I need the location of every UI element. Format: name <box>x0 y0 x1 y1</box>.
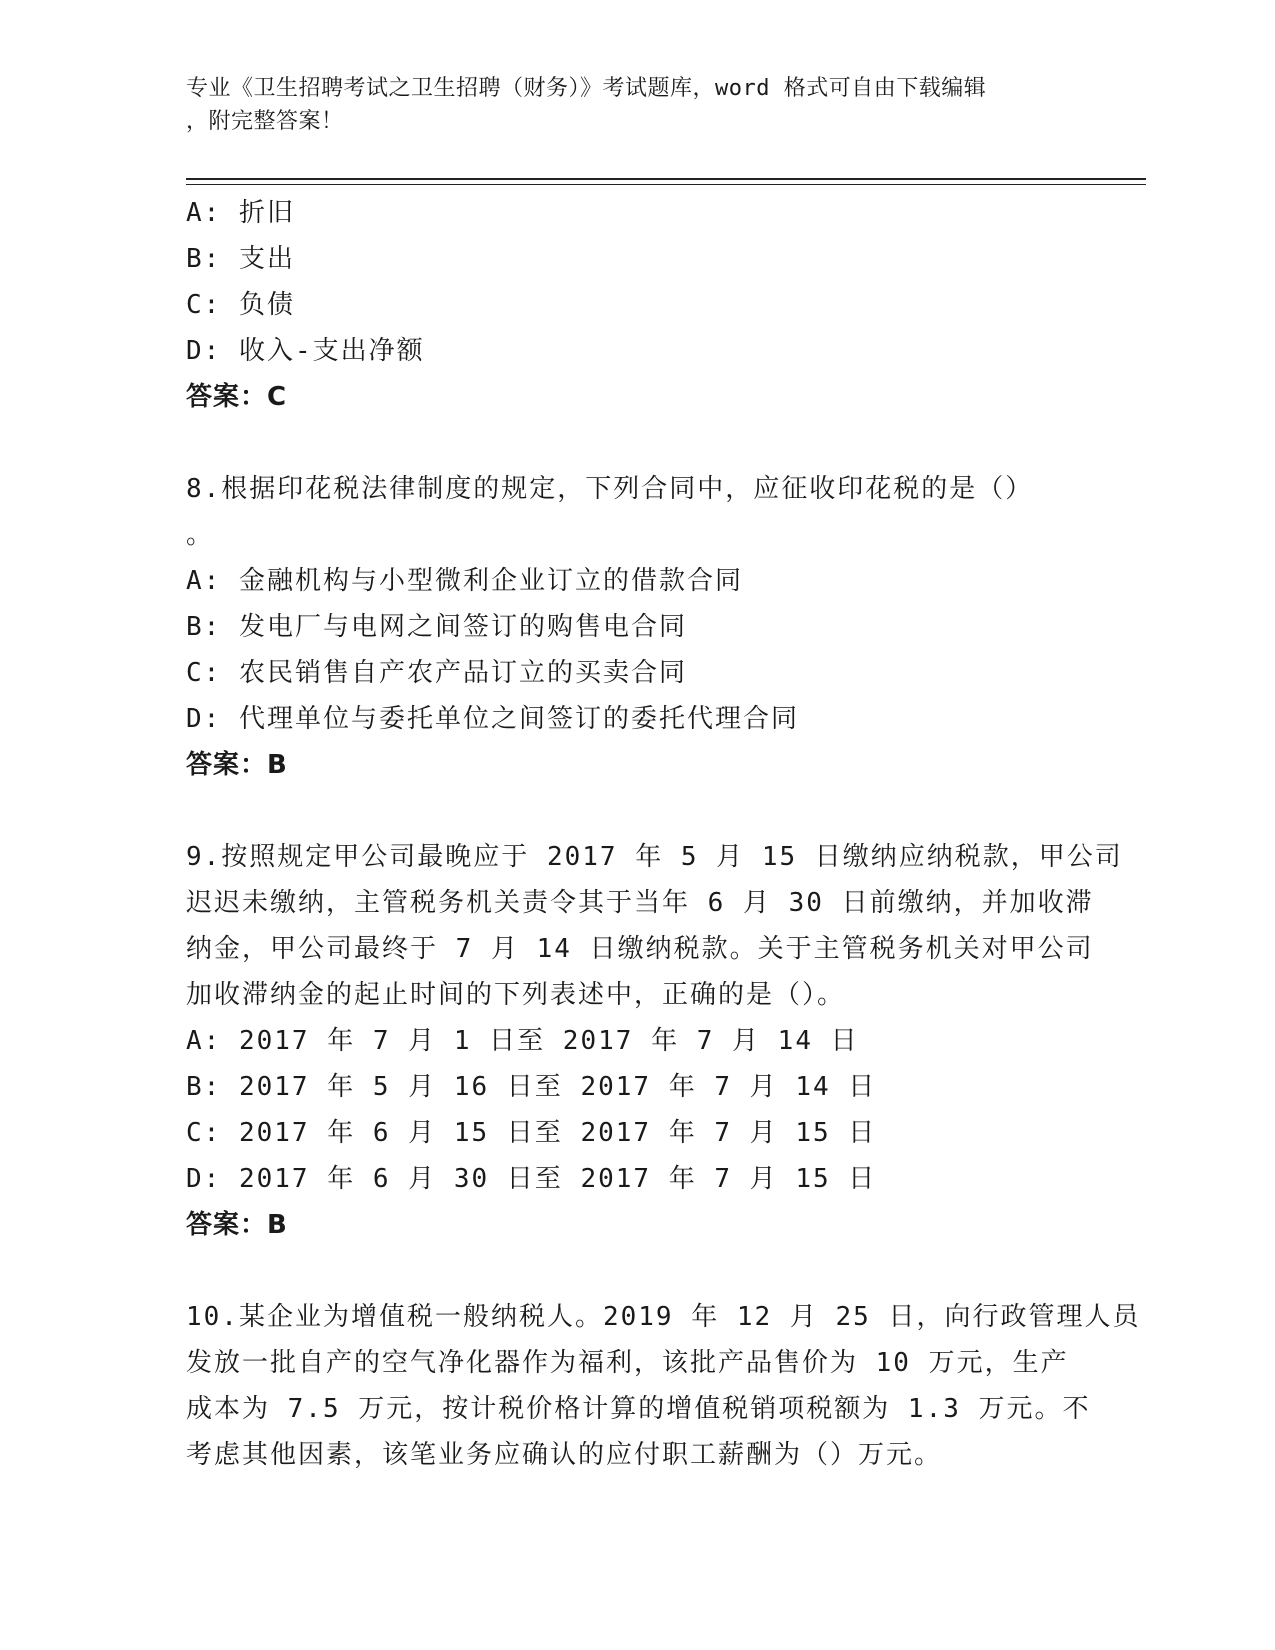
question-8-stem-line: 。 <box>186 520 215 550</box>
question-9-stem-line: 迟迟未缴纳，主管税务机关责令其于当年 6 月 30 日前缴纳，并加收滞 <box>186 888 1094 918</box>
question-content <box>186 190 1141 1478</box>
question-10 <box>186 1294 1141 1478</box>
question-9-stem-line: 9.按照规定甲公司最晚应于 2017 年 5 月 15 日缴纳应纳税款，甲公司 <box>186 842 1123 872</box>
question-7-options <box>186 190 1076 374</box>
question-9-answer: 答案：B <box>186 1210 288 1240</box>
question-10-stem-line: 发放一批自产的空气净化器作为福利，该批产品售价为 10 万元，生产 <box>186 1348 1069 1378</box>
question-8-stem-line: 8.根据印花税法律制度的规定，下列合同中，应征收印花税的是（） <box>186 474 1034 504</box>
header-line-2: ，附完整答案！ <box>186 109 344 134</box>
question-10-stem-line: 成本为 7.5 万元，按计税价格计算的增值税销项税额为 1.3 万元。不 <box>186 1394 1091 1424</box>
question-7-answer: 答案：C <box>186 382 288 412</box>
option-b: B: 支出 <box>186 244 295 274</box>
question-10-stem-line: 考虑其他因素，该笔业务应确认的应付职工薪酬为（）万元。 <box>186 1440 943 1470</box>
option-a: A: 2017 年 7 月 1 日至 2017 年 7 月 14 日 <box>186 1026 859 1056</box>
option-c: C: 负债 <box>186 290 295 320</box>
option-d: D: 2017 年 6 月 30 日至 2017 年 7 月 15 日 <box>186 1164 877 1194</box>
question-9-stem-line: 纳金，甲公司最终于 7 月 14 日缴纳税款。关于主管税务机关对甲公司 <box>186 934 1094 964</box>
option-a: A: 金融机构与小型微利企业订立的借款合同 <box>186 566 743 596</box>
question-9-stem-line: 加收滞纳金的起止时间的下列表述中，正确的是（）。 <box>186 980 846 1010</box>
question-9 <box>186 834 1123 1248</box>
header-line-1: 专业《卫生招聘考试之卫生招聘（财务）》考试题库，word 格式可自由下载编辑 <box>186 76 987 101</box>
option-b: B: 发电厂与电网之间签订的购售电合同 <box>186 612 687 642</box>
option-c: C: 农民销售自产农产品订立的买卖合同 <box>186 658 687 688</box>
header-divider <box>186 178 1146 180</box>
document-header <box>186 72 1066 138</box>
question-8-answer: 答案：B <box>186 750 288 780</box>
option-d: D: 代理单位与委托单位之间签订的委托代理合同 <box>186 704 799 734</box>
question-8 <box>186 466 1076 788</box>
question-10-stem-line: 10.某企业为增值税一般纳税人。2019 年 12 月 25 日，向行政管理人员 <box>186 1302 1141 1332</box>
option-b: B: 2017 年 5 月 16 日至 2017 年 7 月 14 日 <box>186 1072 877 1102</box>
option-c: C: 2017 年 6 月 15 日至 2017 年 7 月 15 日 <box>186 1118 877 1148</box>
option-a: A: 折旧 <box>186 198 295 228</box>
option-d: D: 收入-支出净额 <box>186 336 425 366</box>
header-divider-thin <box>186 184 1146 185</box>
